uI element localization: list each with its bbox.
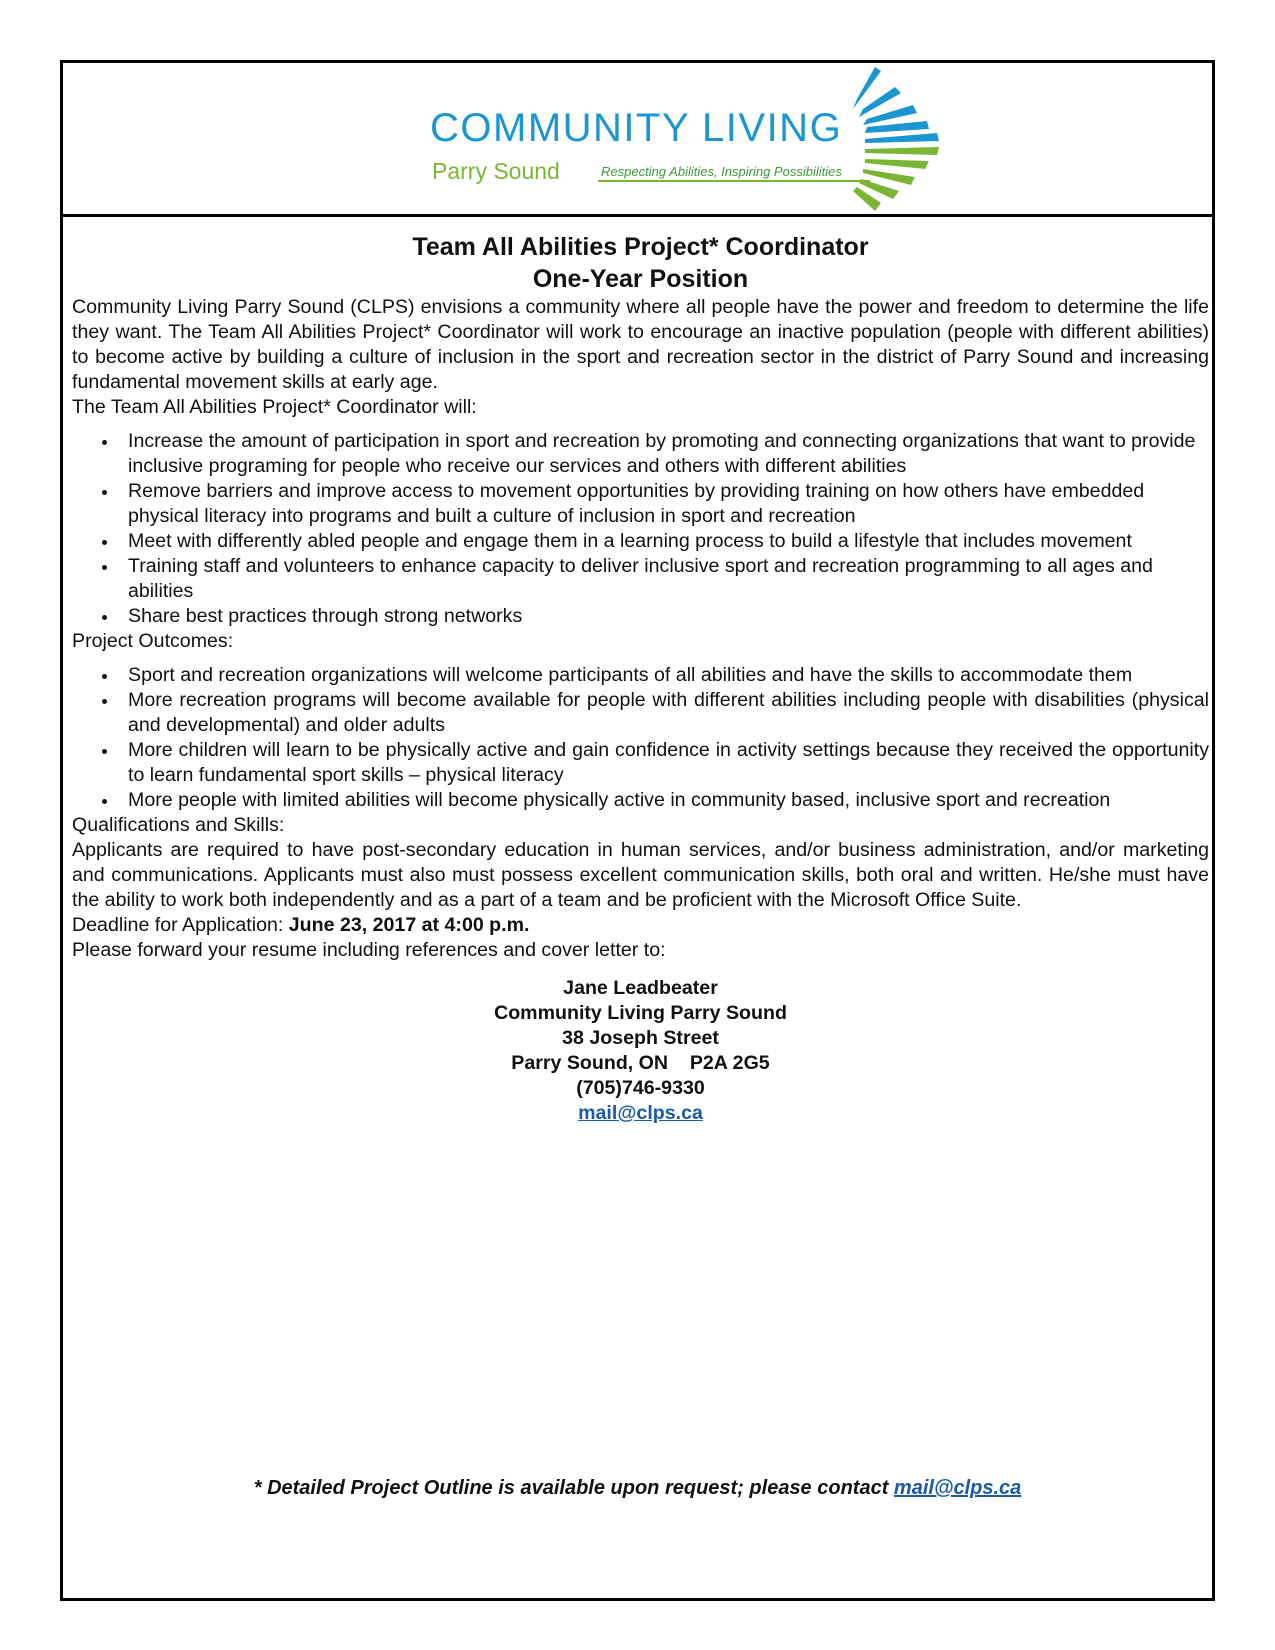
title-line-1: Team All Abilities Project* Coordinator	[412, 233, 869, 261]
list-item: Remove barriers and improve access to movement opportunities by providing training on how others have embedded physical literacy into programs and built a culture of inclusion in sport and recreation	[72, 479, 1209, 529]
list-item: More recreation programs will become available for people with different abilities including people with disabilities (physical and developmental) and older adults	[72, 688, 1209, 738]
footer-text: * Detailed Project Outline is available upon request; please contact	[253, 1477, 894, 1499]
list-item: More people with limited abilities will become physically active in community based, inclusive sport and recreation	[72, 788, 1209, 813]
list-item: Meet with differently abled people and engage them in a learning process to build a lifestyle that includes movement	[72, 529, 1209, 554]
contact-address	[72, 976, 1209, 1126]
duties-list	[72, 429, 1209, 629]
outcomes-list	[72, 663, 1209, 813]
organization-logo	[368, 67, 968, 213]
logo-fan-icon	[853, 67, 983, 213]
contact-email-link[interactable]: mail@clps.ca	[578, 1102, 703, 1124]
footer-email-link[interactable]: mail@clps.ca	[893, 1477, 1022, 1499]
list-item: Training staff and volunteers to enhance capacity to deliver inclusive sport and recreation programming to all ages and abilities	[72, 554, 1209, 604]
logo-underline	[598, 180, 870, 182]
logo-main-text: COMMUNITY LIVING	[430, 106, 843, 150]
logo-sub-text: Parry Sound	[432, 158, 560, 184]
list-item: More children will learn to be physically active and gain confidence in activity settings because they received the opportunity to learn fundamental sport skills – physical literacy	[72, 738, 1209, 788]
page-title	[72, 231, 1209, 295]
footer-note	[63, 1477, 1212, 1500]
title-line-2: One-Year Position	[532, 265, 749, 293]
header-banner	[63, 63, 1212, 217]
contact-city: Parry Sound, ON P2A 2G5	[511, 1052, 770, 1074]
deadline-label: Deadline for Application:	[72, 914, 289, 936]
qualifications-heading: Qualifications and Skills:	[72, 814, 285, 836]
document-frame	[60, 60, 1215, 1601]
deadline-value: June 23, 2017 at 4:00 p.m.	[288, 914, 530, 936]
list-item: Increase the amount of participation in sport and recreation by promoting and connecting organizations that want to provide inclusive programing for people who receive our services and others with different abilities	[72, 429, 1209, 479]
forward-instructions: Please forward your resume including references and cover letter to:	[72, 939, 666, 961]
duties-lead: The Team All Abilities Project* Coordinator will:	[72, 396, 477, 418]
list-item: Share best practices through strong networks	[72, 604, 1209, 629]
contact-org: Community Living Parry Sound	[494, 1002, 787, 1024]
contact-name: Jane Leadbeater	[563, 977, 718, 999]
list-item: Sport and recreation organizations will welcome participants of all abilities and have the skills to accommodate them	[72, 663, 1209, 688]
main-content	[72, 231, 1209, 1126]
qualifications-paragraph: Applicants are required to have post-secondary education in human services, and/or business administration, and/or marketing and communications. Applicants must also must possess excellent communication skills, both oral and written. He/she must have the ability to work both independently and as a part of a team and be proficient with the Microsoft Office Suite.	[72, 839, 1209, 911]
logo-tagline: Respecting Abilities, Inspiring Possibilities	[601, 164, 842, 179]
intro-paragraph: Community Living Parry Sound (CLPS) envisions a community where all people have the power and freedom to determine the life they want. The Team All Abilities Project* Coordinator will work to encourage an inactive population (people with different abilities) to become active by building a culture of inclusion in the sport and recreation sector in the district of Parry Sound and increasing fundamental movement skills at early age.	[72, 296, 1209, 393]
outcomes-heading: Project Outcomes:	[72, 630, 234, 652]
deadline-line	[72, 913, 1209, 938]
contact-street: 38 Joseph Street	[562, 1027, 719, 1049]
contact-phone: (705)746-9330	[576, 1077, 705, 1099]
